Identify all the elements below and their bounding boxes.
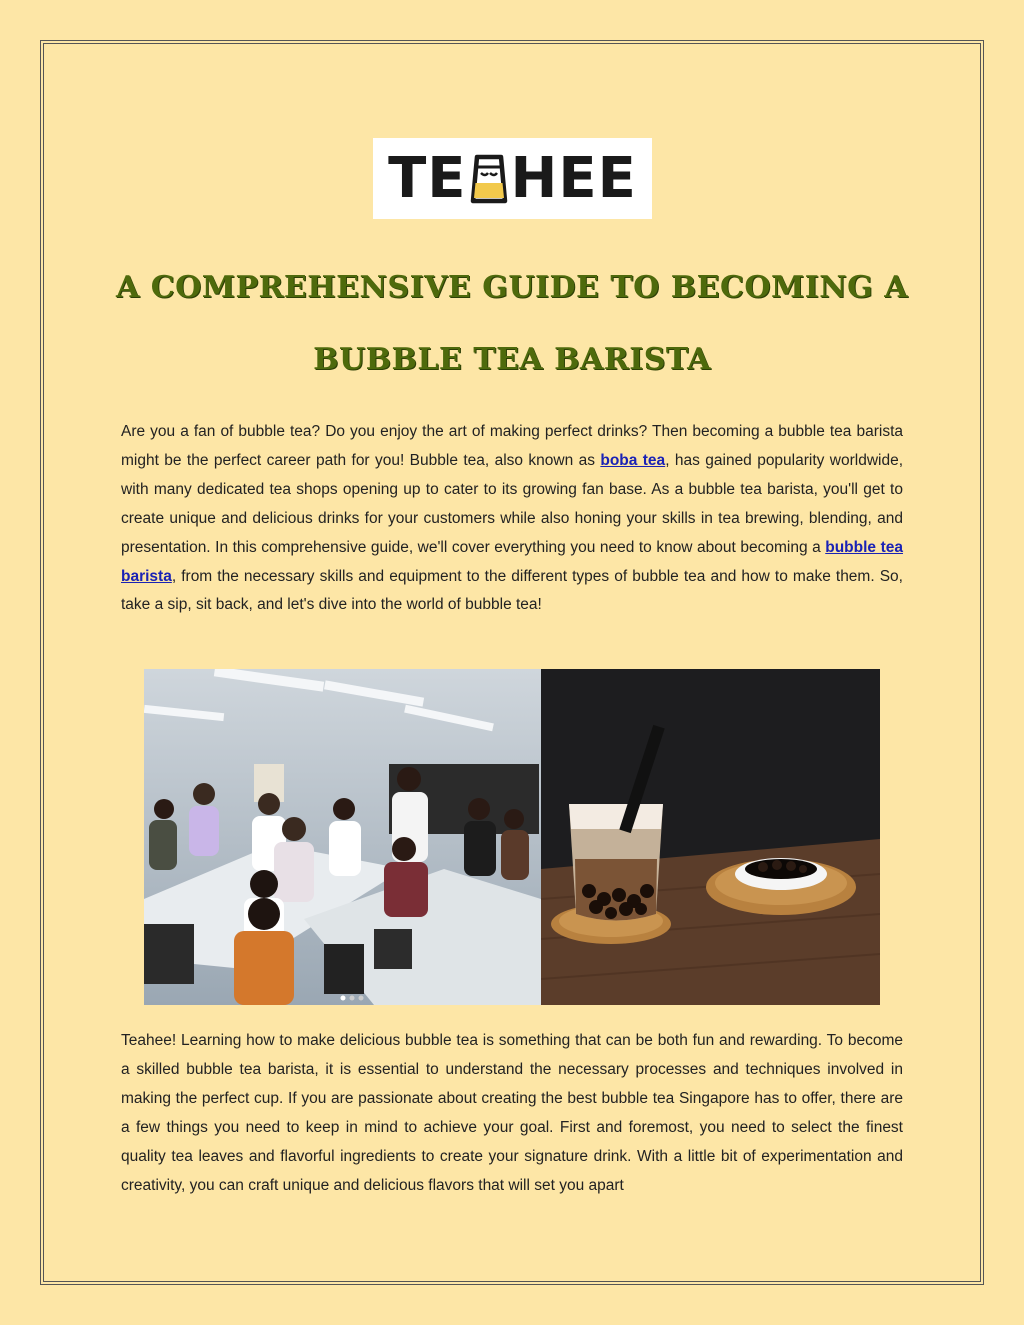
group-workshop-photo bbox=[144, 669, 541, 1005]
body-paragraph: Teahee! Learning how to make delicious bubble tea is something that can be both fun and rewarding. To become a skilled bubble tea barista, it is essential to understand the necessary processes and techniques involved in making the perfect cup. If you are passionate about creating the best bubble tea Singapore has to offer, there are a few things you need to keep in mind to achieve your goal. First and foremost, you need to select the finest quality tea leaves and flavorful ingredients to create your signature drink. With a little bit of experimentation and creativity, you can craft unique and delicious flavors that will set you apart bbox=[121, 1032, 903, 1194]
intro-text-2: , has gained popularity worldwide, with many dedicated tea shops opening up to cater to its growing fan base. As a bubble tea barista, you'll get to create unique and delicious drinks for your customers while also honing your skills in tea brewing, blending, and presentation. In this comprehensive guide, we'll cover everything you need to know about becoming a bbox=[121, 451, 904, 556]
logo-text-right: HEE bbox=[510, 145, 637, 211]
logo-text-left: TE bbox=[388, 145, 467, 211]
intro-text-3: , from the necessary skills and equipment to the different types of bubble tea and how to make them. So, take a sip, sit back, and let's dive into the world of bubble tea! bbox=[121, 567, 903, 614]
bubble-tea-glass-photo bbox=[541, 669, 880, 1005]
teahee-logo bbox=[373, 138, 652, 219]
page-title-line1: A COMPREHENSIVE GUIDE TO BECOMING A bbox=[116, 270, 908, 305]
intro-text-1: Are you a fan of bubble tea? Do you enjoy the art of making perfect drinks? Then becoming a bubble tea barista might be the perfect career path for you! Bubble tea, also known as bbox=[121, 423, 903, 469]
page-title-line2: BUBBLE TEA BARISTA bbox=[313, 342, 711, 377]
boba-tea-link[interactable]: boba tea bbox=[600, 451, 666, 469]
cup-icon bbox=[469, 153, 509, 205]
bubble-tea-barista-link[interactable]: bubble tea barista bbox=[121, 538, 903, 585]
intro-paragraph bbox=[121, 418, 903, 620]
